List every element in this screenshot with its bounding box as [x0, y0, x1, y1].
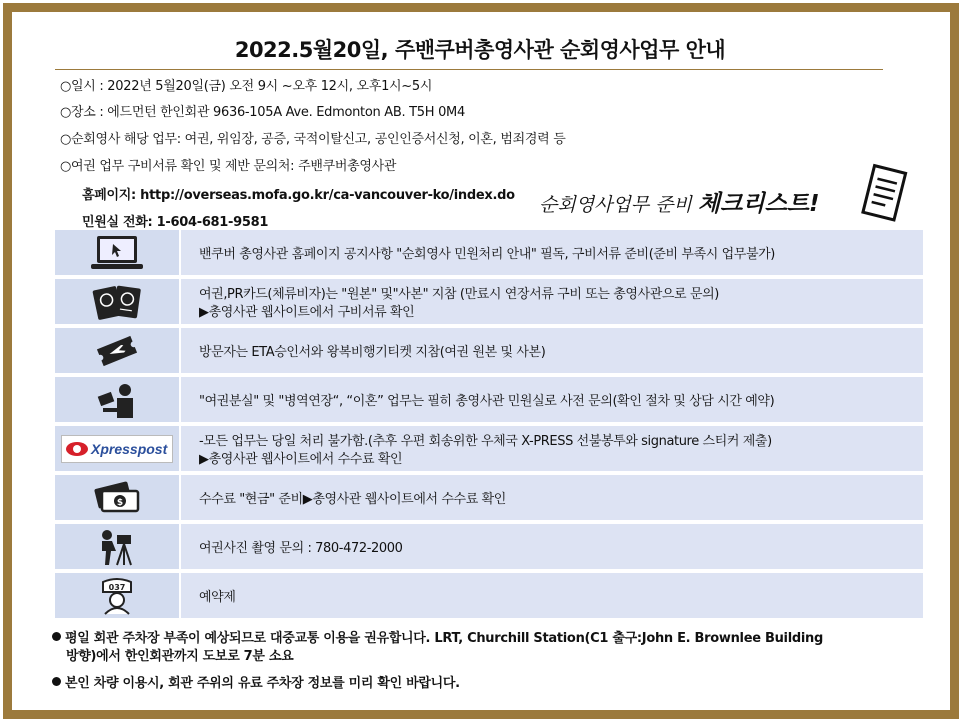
bullet-icon [52, 632, 61, 641]
phone-number: 민원실 전화: 1-604-681-9581 [82, 215, 269, 230]
info-services: ○순회영사 해당 업무: 여권, 위임장, 공증, 국적이탈신고, 공인인증서신청, 이혼, 범죄경력 등 [60, 132, 566, 147]
row-text: 여권사진 촬영 문의 : 780-472-2000 [199, 540, 403, 556]
note-transit [52, 627, 823, 646]
note-parking [52, 672, 460, 691]
checklist-row [55, 426, 923, 471]
row-text: 예약제 [199, 589, 236, 605]
checklist-text: 순회영사업무 준비 [539, 194, 698, 216]
row-text: 여권,PR카드(체류비자)는 "원본" 및"사본" 지참 (만료시 연장서류 구비 또는 총영사관으로 문의) [199, 286, 719, 302]
checklist-row [55, 328, 923, 373]
note-text: 본인 차량 이용시, 회관 주위의 유료 주차장 정보를 미리 확인 바랍니다. [65, 676, 460, 691]
homepage-link[interactable]: 홈페이지: http://overseas.mofa.go.kr/ca-vancouver-ko/index.do [82, 188, 515, 203]
row-text: 방문자는 ETA승인서와 왕복비행기티켓 지참(여권 원본 및 사본) [199, 344, 546, 360]
checklist-emphasis: 체크리스트! [697, 191, 820, 217]
passport-icon [55, 279, 181, 324]
svg-text:$: $ [116, 497, 124, 508]
flight-ticket-icon [55, 328, 181, 373]
checklist-row [55, 573, 923, 618]
info-contact: ○여권 업무 구비서류 확인 및 제반 문의처: 주밴쿠버총영사관 [60, 159, 397, 174]
row-text: "여권분실" 및 "병역연장“, “이혼” 업무는 필히 총영사관 민원실로 사전 문의(확인 절차 및 상담 시간 예약) [199, 393, 775, 409]
checklist-table [55, 230, 923, 622]
reservation-icon [55, 573, 181, 618]
row-text: ▶총영사관 웹사이트에서 수수료 확인 [199, 451, 403, 467]
info-schedule: ○일시 : 2022년 5월20일(금) 오전 9시 ~오후 12시, 오후1시~5시 [60, 79, 433, 94]
xpresspost-logo [55, 426, 181, 471]
checklist-row [55, 230, 923, 275]
row-text: ▶총영사관 웹사이트에서 구비서류 확인 [199, 304, 415, 320]
checklist-row [55, 475, 923, 520]
checklist-row [55, 524, 923, 569]
customs-officer-icon [55, 377, 181, 422]
row-text: -모든 업무는 당일 처리 불가함.(추후 우편 회송위한 우체국 X-PRESS 선불봉투와 signature 스티커 제출) [199, 433, 772, 449]
photographer-icon [55, 524, 181, 569]
checklist-heading [539, 185, 820, 218]
page-title: 2022.5월20일, 주밴쿠버총영사관 순회영사업무 안내 [234, 38, 726, 62]
info-location: ○장소 : 에드먼턴 한인회관 9636-105A Ave. Edmonton AB. T5H 0M4 [60, 105, 465, 120]
bullet-icon [52, 677, 61, 686]
title-divider [55, 69, 883, 70]
reservation-number: 037 [108, 582, 126, 592]
checklist-clipboard-icon [860, 163, 910, 225]
note-transit-cont: 방향)에서 한인회관까지 도보로 7분 소요 [66, 649, 294, 664]
checklist-row [55, 279, 923, 324]
canada-post-icon [66, 442, 88, 456]
note-text: 평일 회관 주차장 부족이 예상되므로 대중교통 이용을 권유합니다. LRT, Churchill Station(C1 출구:John E. Brownlee Building [65, 631, 823, 646]
xpresspost-logo-text: Xpresspost [91, 440, 168, 457]
laptop-icon [55, 230, 181, 275]
row-text: 수수료 "현금" 준비▶총영사관 웹사이트에서 수수료 확인 [199, 491, 506, 507]
cash-icon [55, 475, 181, 520]
row-text: 밴쿠버 총영사관 홈페이지 공지사항 "순회영사 민원처리 안내" 필독, 구비서류 준비(준비 부족시 업무불가) [199, 246, 775, 262]
checklist-row [55, 377, 923, 422]
